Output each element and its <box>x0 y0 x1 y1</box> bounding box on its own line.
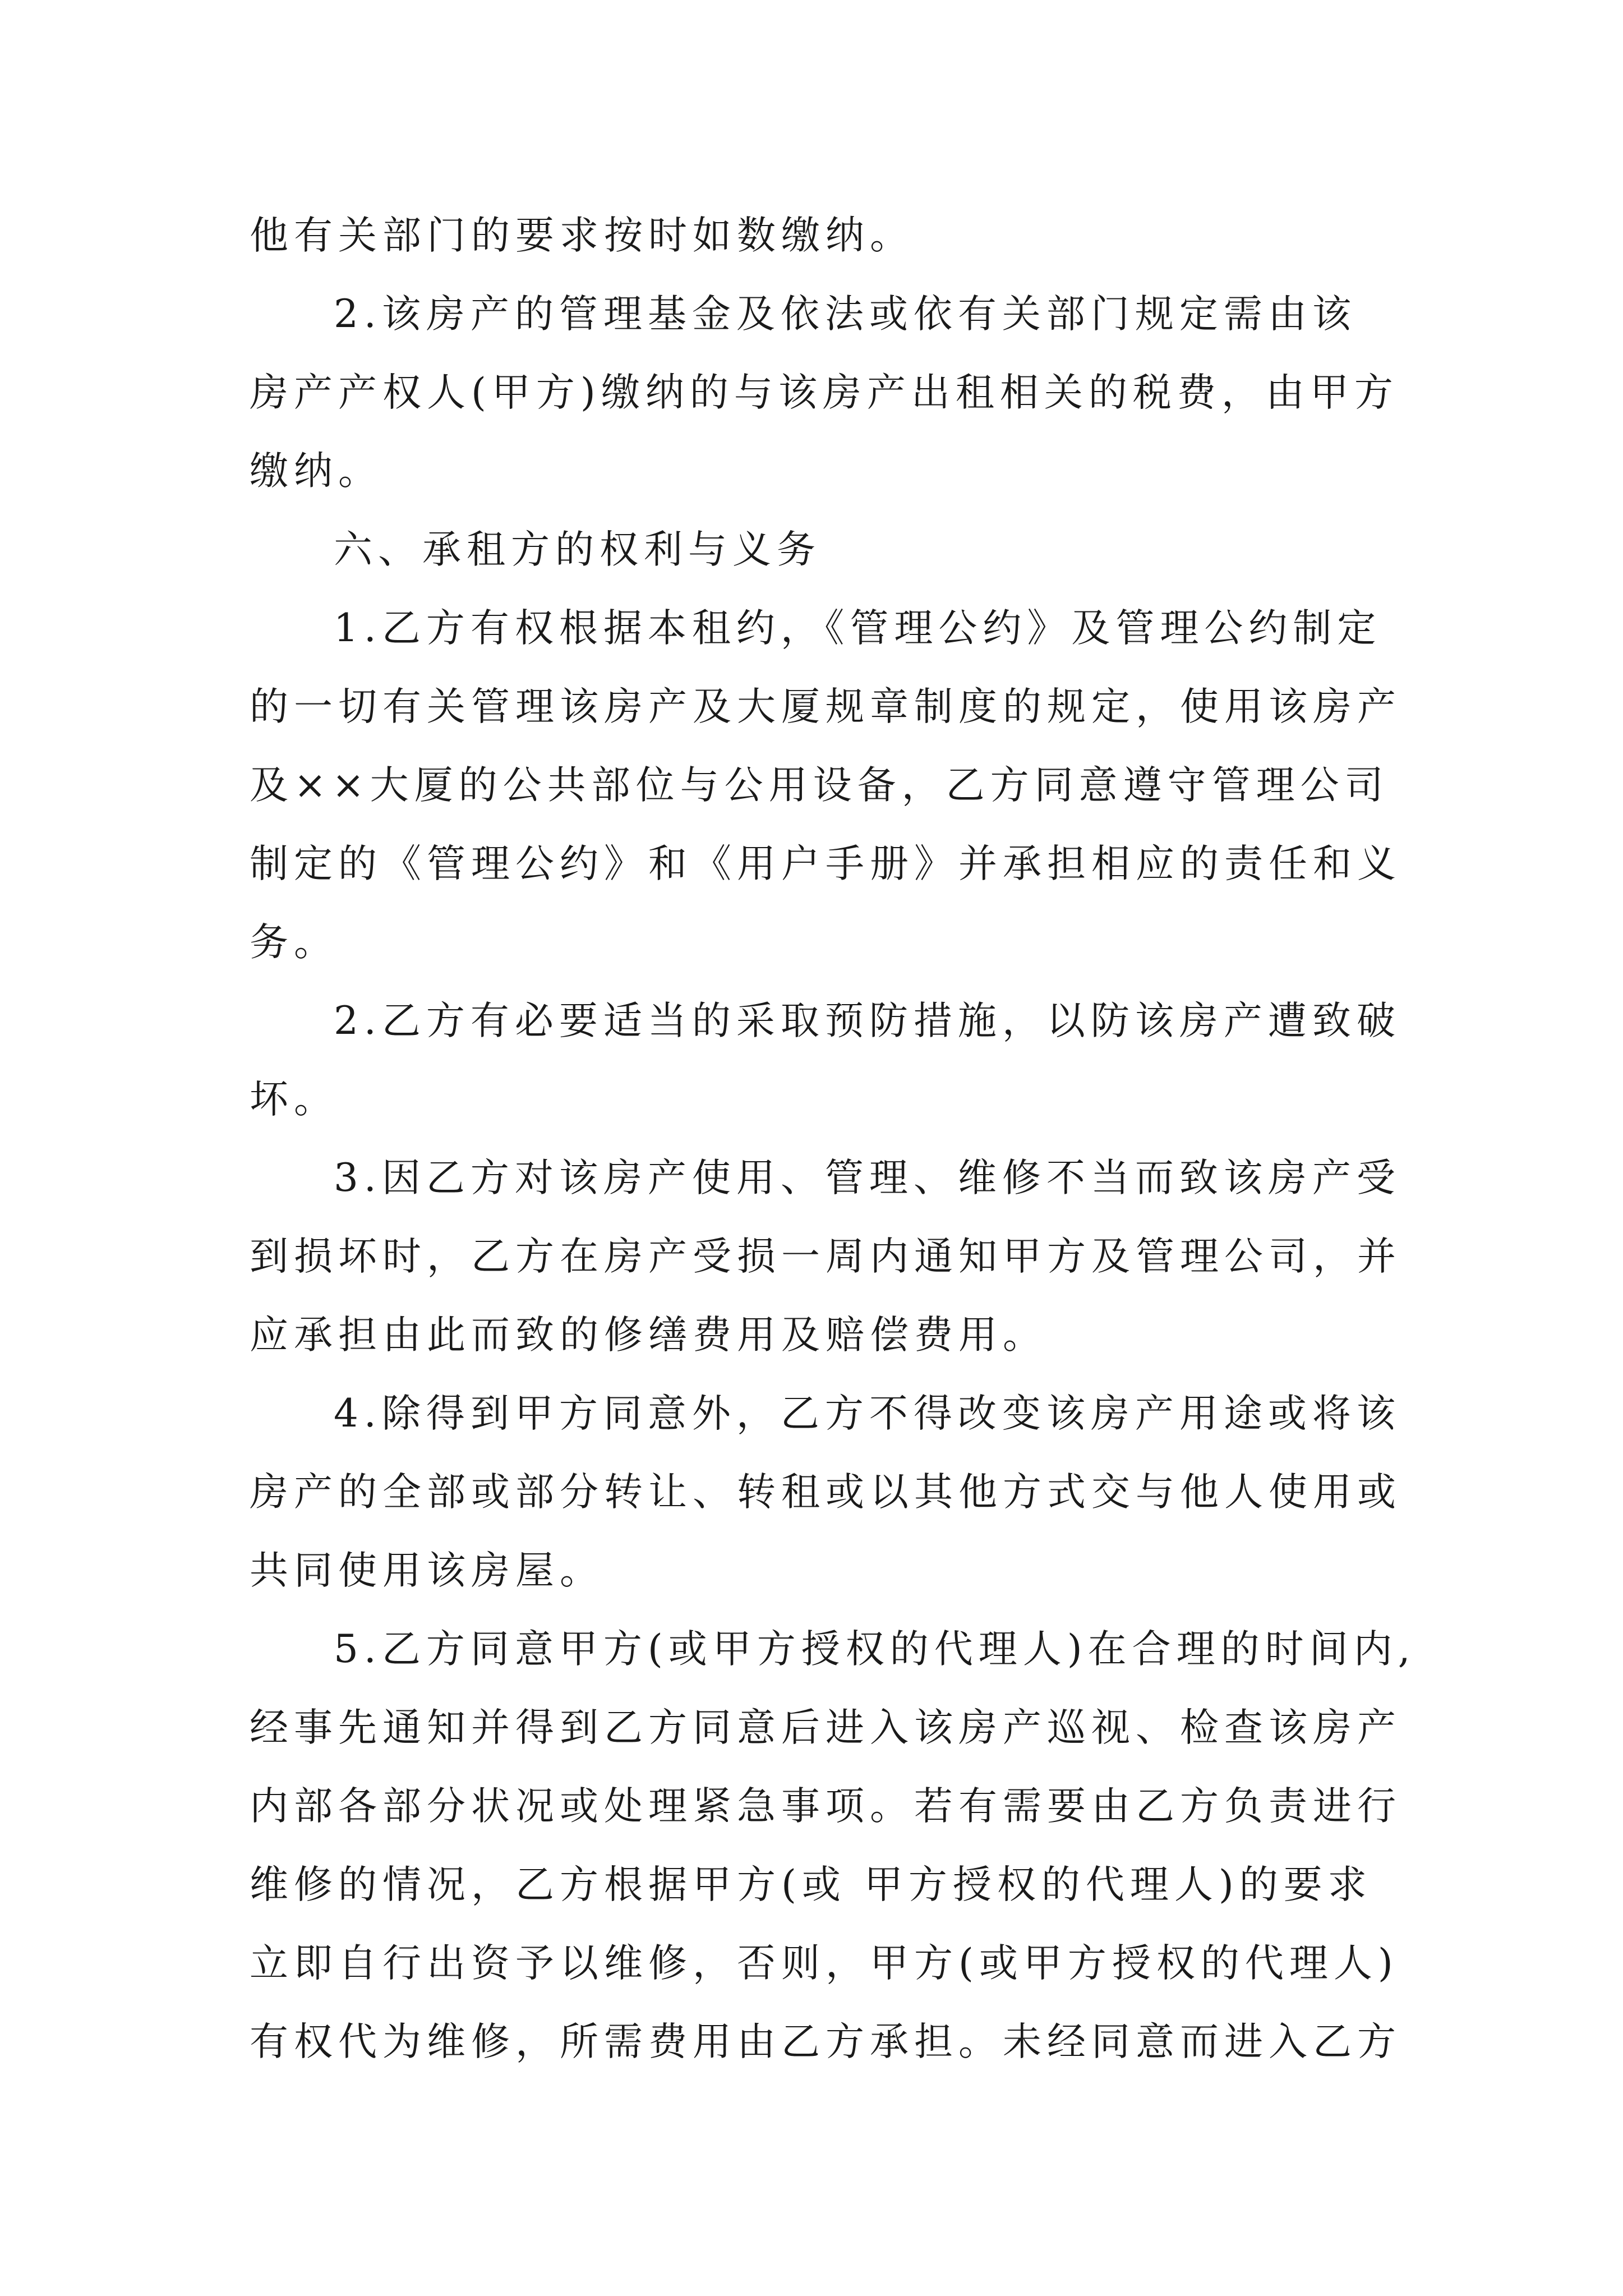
paragraph-line: 5.乙方同意甲方(或甲方授权的代理人)在合理的时间内, <box>334 1627 1416 1672</box>
text-line: 房产的全部或部分转让、转租或以其他方式交与他人使用或 <box>250 1470 1401 1515</box>
text-line: 有权代为维修，所需费用由乙方承担。未经同意而进入乙方 <box>250 2019 1401 2064</box>
text-line: 维修的情况，乙方根据甲方(或 甲方授权的代理人)的要求 <box>250 1862 1372 1907</box>
paragraph-line: 2.该房产的管理基金及依法或依有关部门规定需由该 <box>334 292 1357 337</box>
text-line: 经事先通知并得到乙方同意后进入该房产巡视、检查该房产 <box>250 1705 1401 1750</box>
text-line: 及××大厦的公共部位与公用设备，乙方同意遵守管理公司 <box>250 763 1389 808</box>
text-line: 内部各部分状况或处理紧急事项。若有需要由乙方负责进行 <box>250 1784 1401 1829</box>
text-line: 到损坏时，乙方在房产受损一周内通知甲方及管理公司，并 <box>250 1234 1401 1279</box>
text-line: 应承担由此而致的修缮费用及赔偿费用。 <box>250 1313 1047 1358</box>
text-line: 缴纳。 <box>250 449 382 494</box>
text-line: 立即自行出资予以维修，否则，甲方(或甲方授权的代理人) <box>250 1941 1399 1986</box>
text-line: 坏。 <box>250 1077 338 1122</box>
text-line: 共同使用该房屋。 <box>250 1548 604 1593</box>
paragraph-line: 4.除得到甲方同意外，乙方不得改变该房产用途或将该 <box>334 1391 1401 1436</box>
paragraph-line: 1.乙方有权根据本租约，《管理公约》及管理公约制定 <box>334 606 1382 651</box>
text-line: 务。 <box>250 920 338 965</box>
text-line: 他有关部门的要求按时如数缴纳。 <box>250 213 914 258</box>
text-line: 制定的《管理公约》和《用户手册》并承担相应的责任和义 <box>250 841 1401 886</box>
text-line: 房产产权人(甲方)缴纳的与该房产出租相关的税费，由甲方 <box>250 370 1399 415</box>
text-line: 的一切有关管理该房产及大厦规章制度的规定，使用该房产 <box>250 684 1401 729</box>
section-heading: 六、承租方的权利与义务 <box>334 527 821 572</box>
paragraph-line: 2.乙方有必要适当的采取预防措施，以防该房产遭致破 <box>334 999 1401 1043</box>
paragraph-line: 3.因乙方对该房产使用、管理、维修不当而致该房产受 <box>334 1156 1401 1200</box>
